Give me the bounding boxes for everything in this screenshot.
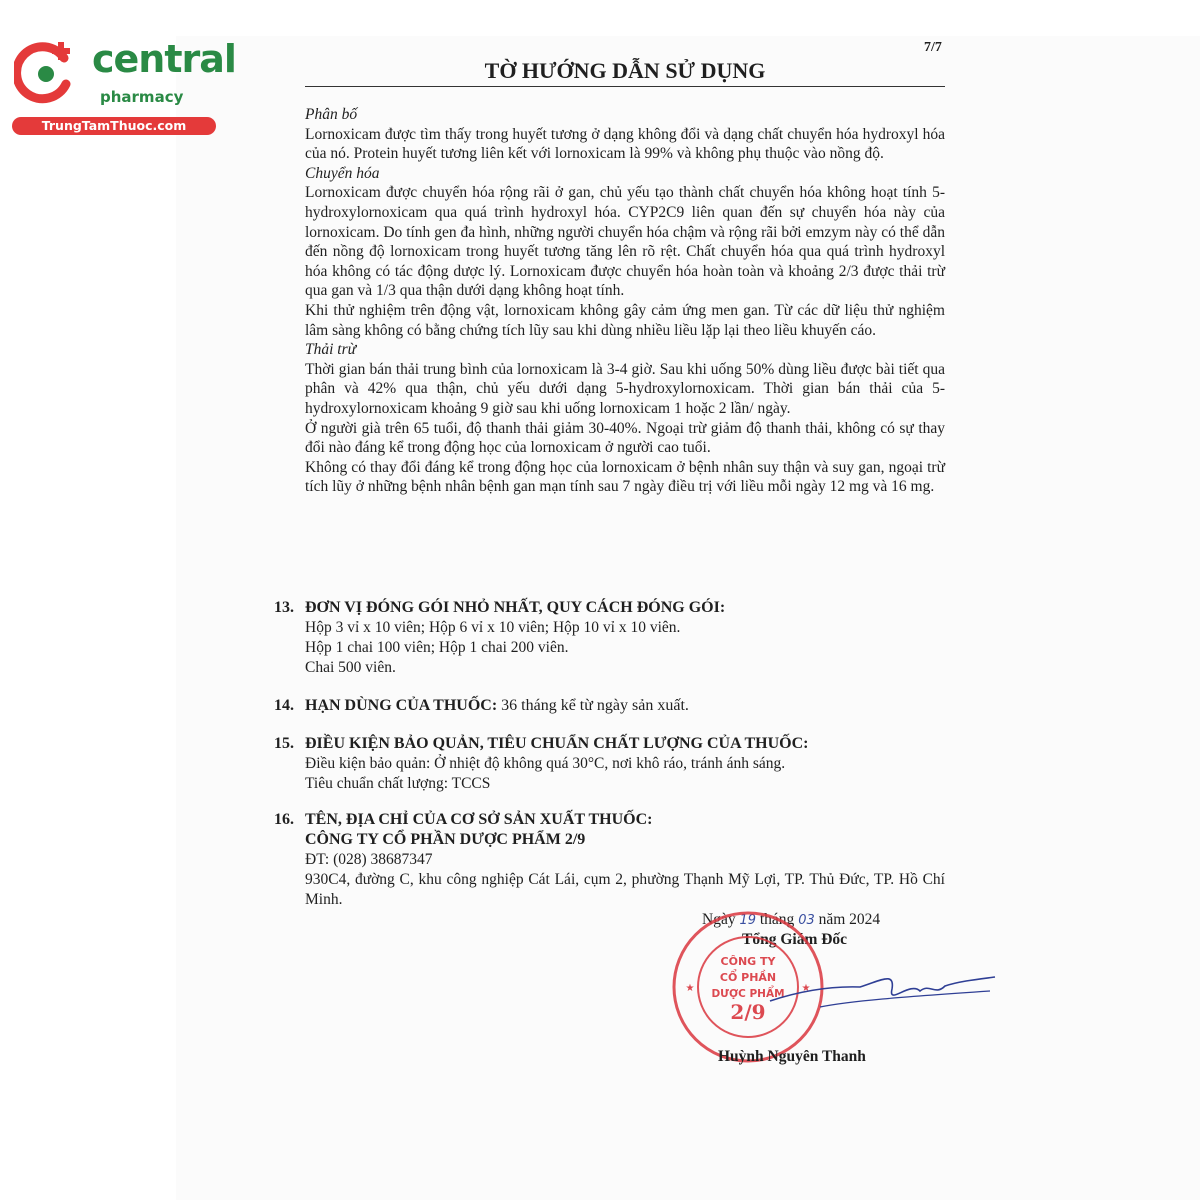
central-pharmacy-logo[interactable] (8, 36, 236, 136)
storage-line: Điều kiện bảo quản: Ở nhiệt độ không quá 30°C, nơi khô ráo, tránh ánh sáng. (305, 755, 786, 772)
shelf-life-value: 36 tháng kể từ ngày sản xuất. (497, 697, 689, 714)
shelf-life-label: HẠN DÙNG CỦA THUỐC: (305, 697, 498, 714)
svg-text:★: ★ (685, 983, 695, 994)
date-prefix: Ngày (702, 911, 736, 928)
logo-sub: pharmacy (100, 88, 184, 106)
logo-brand: central (92, 37, 236, 81)
date-day: 19 (739, 913, 756, 928)
metabolism-text-2: Khi thử nghiệm trên động vật, lornoxicam không gây cảm ứng men gan. Từ các dữ liệu thử nghiệm lâm sàng không có bằng chứng tích lũy sau khi dùng nhiều liều lặp lại theo liều khuyến cáo. (305, 301, 945, 339)
quality-line: Tiêu chuẩn chất lượng: TCCS (305, 775, 491, 792)
section-number: 15. (274, 735, 294, 752)
pharmacy-cross-icon (14, 40, 78, 104)
handwritten-signature (760, 961, 1000, 1021)
section-heading: ĐƠN VỊ ĐÓNG GÓI NHỎ NHẤT, QUY CÁCH ĐÓNG GÓI: (305, 599, 726, 616)
elimination-text-2: Ở người già trên 65 tuổi, độ thanh thải giảm 30-40%. Ngoại trừ giảm độ thanh thải, không có sự thay đổi nào đáng kể trong động học của lornoxicam ở người cao tuổi. (305, 419, 945, 457)
title-divider (305, 86, 945, 87)
distribution-text: Lornoxicam được tìm thấy trong huyết tương ở dạng không đổi và dạng chất chuyển hóa hydroxyl hóa của nó. Protein huyết tương liên kết với lornoxicam là 99% và không phụ thuộc vào nồng độ. (305, 125, 945, 163)
svg-text:★: ★ (801, 983, 811, 994)
section-number: 16. (274, 811, 294, 828)
date-year: năm 2024 (818, 911, 881, 928)
svg-text:CÔNG TY: CÔNG TY (720, 955, 776, 968)
elimination-text-3: Không có thay đổi đáng kể trong động học của lornoxicam ở bệnh nhân suy thận và suy gan, ngoại trừ tích lũy ở những bệnh nhân bệnh gan mạn tính sau 7 ngày điều trị với liều mỗi ngày 12 mg và 16 mg. (305, 458, 945, 496)
section-heading (305, 696, 955, 716)
section-heading: ĐIỀU KIỆN BẢO QUẢN, TIÊU CHUẨN CHẤT LƯỢNG CỦA THUỐC: (305, 735, 809, 752)
packaging-line-1: Hộp 3 vỉ x 10 viên; Hộp 6 vỉ x 10 viên; Hộp 10 vỉ x 10 viên. (305, 619, 681, 636)
date-month: 03 (798, 913, 815, 928)
metabolism-heading: Chuyển hóa (305, 164, 380, 182)
distribution-heading: Phân bố (305, 106, 358, 123)
svg-text:2/9: 2/9 (730, 1000, 766, 1024)
section-heading: TÊN, ĐỊA CHỈ CỦA CƠ SỞ SẢN XUẤT THUỐC: (305, 811, 653, 828)
metabolism-text-1: Lornoxicam được chuyển hóa rộng rãi ở gan, chủ yếu tạo thành chất chuyển hóa không hoạt tính 5-hydroxylornoxicam qua quá trình hydroxyl hóa. CYP2C9 liên quan đến sự chuyển hóa này của lornoxicam. Do tính gen đa hình, những người chuyển hóa chậm và rộng rãi bởi emzym này có thể dẫn đến nồng độ lornoxicam trong huyết tương tăng lên rõ rệt. Chất chuyển hóa qua quá trình hydroxyl hóa không có tác động dược lý. Lornoxicam được chuyển hóa hoàn toàn và khoảng 2/3 được thải trừ qua gan và 1/3 qua thận dưới dạng không hoạt tính. (305, 184, 945, 300)
signer-role: Tổng Giám Đốc (742, 931, 848, 948)
manufacturer-address: 930C4, đường C, khu công nghiệp Cát Lái, cụm 2, phường Thạnh Mỹ Lợi, TP. Thủ Đức, TP. Hồ Chí Minh. (305, 871, 945, 908)
section-number: 14. (274, 697, 294, 714)
elimination-text-1: Thời gian bán thải trung bình của lornoxicam là 3-4 giờ. Sau khi uống 50% dùng liều được bài tiết qua phân và 42% qua thận, chủ yếu dưới dạng 5-hydroxylornoxicam. Thời gian bán thải của 5-hydroxylornoxicam khoảng 9 giờ sau khi uống lornoxicam 1 hoặc 2 lần/ ngày. (305, 360, 945, 417)
date-month-label: tháng (759, 911, 795, 928)
document-title: TỜ HƯỚNG DẪN SỬ DỤNG (484, 58, 766, 83)
packaging-line-2: Hộp 1 chai 100 viên; Hộp 1 chai 200 viên. (305, 639, 569, 656)
packaging-line-3: Chai 500 viên. (305, 659, 396, 676)
logo-url[interactable]: TrungTamThuoc.com (12, 117, 216, 135)
elimination-heading: Thải trừ (305, 341, 357, 359)
svg-text:DƯỢC PHẨM: DƯỢC PHẨM (711, 988, 785, 1000)
svg-text:CỔ PHẦN: CỔ PHẦN (719, 971, 777, 984)
signer-name: Huỳnh Nguyên Thanh (718, 1048, 866, 1065)
manufacturer-name: CÔNG TY CỔ PHẦN DƯỢC PHẨM 2/9 (305, 831, 586, 848)
manufacturer-phone: ĐT: (028) 38687347 (305, 851, 433, 868)
section-number: 13. (274, 599, 294, 616)
page-number: 7/7 (924, 40, 942, 55)
signature-block (660, 905, 1020, 1080)
pharmacokinetics-text (305, 105, 945, 497)
